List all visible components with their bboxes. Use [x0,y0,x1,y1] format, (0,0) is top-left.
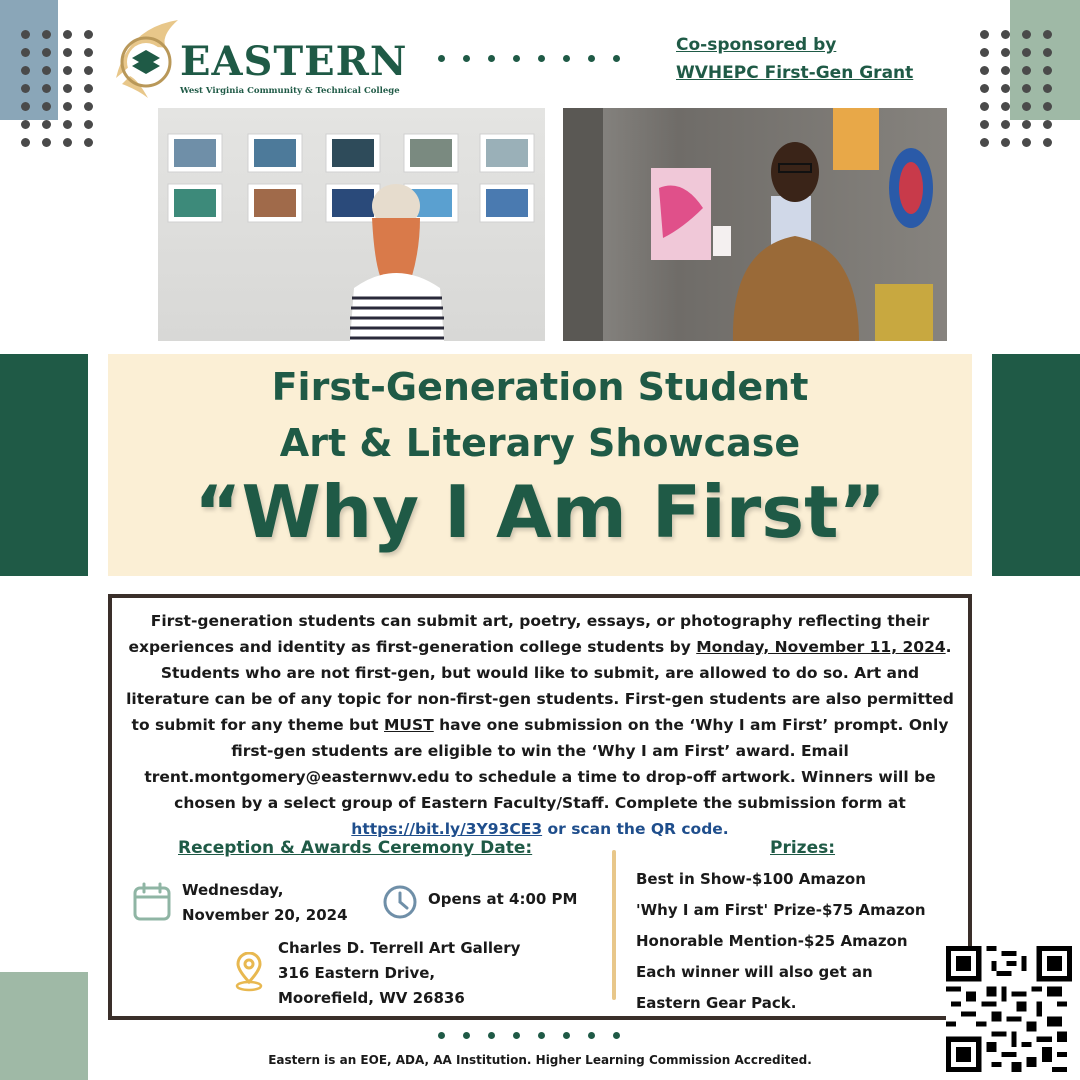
gallery-photo-man [563,108,947,341]
eagle-logo-icon [108,18,186,98]
desc-part-1: First-generation students can submit art, poetry, essays, or photography reflecting their experiences and identity as first-generation college students by [128,612,930,656]
title-line-2: Art & Literary Showcase [279,421,801,465]
prize-item: Each winner will also get an [636,963,873,981]
desc-part-4: or scan the QR code. [542,820,729,838]
ceremony-day: Wednesday, [182,881,284,899]
decor-dot-row-bottom [438,1032,620,1039]
title-line-1: First-Generation Student [271,365,809,409]
deadline-date: Monday, November 11, 2024 [696,638,946,656]
logo-subtitle: West Virginia Community & Technical College [180,86,400,96]
ceremony-date [182,878,348,928]
logo-wordmark: EASTERN [180,38,408,85]
decor-block-green-left [0,354,88,576]
gallery-photo-woman [158,108,545,341]
eastern-logo [108,18,408,98]
event-info-box [108,594,972,1020]
cosponsor-line-2: WVHEPC First-Gen Grant [676,63,914,83]
showcase-title-band [108,354,972,576]
prize-item: Best in Show-$100 Amazon [636,870,866,888]
reception-heading: Reception & Awards Ceremony Date: [178,838,533,858]
venue-address [278,936,520,1011]
venue-city: Moorefield, WV 26836 [278,989,465,1007]
desc-part-3: have one submission on the ‘Why I am First’ prompt. Only first-gen students are eligible to win the ‘Why I am First’ award. Email trent.montgomery@easternwv.edu to schedule a time to drop-off artwork. Winners will be chosen by a select group of Eastern Faculty/Staff. Complete the submission form at [144,716,949,812]
desc-part-2: . Students who are not first-gen, but would like to submit, are allowed to do so. Art and literature can be of any topic for non-first-gen students. First-gen students are also permitted to submit for any theme but [126,638,954,734]
prizes-list [636,864,926,1019]
prize-item: Eastern Gear Pack. [636,994,797,1012]
decor-dot-grid-right [980,30,1055,147]
prize-item: 'Why I am First' Prize-$75 Amazon [636,901,926,919]
title-why-i-am-first: “Why I Am First” [194,470,886,554]
decor-dot-row-top [438,55,620,62]
venue-street: 316 Eastern Drive, [278,964,436,982]
ceremony-time: Opens at 4:00 PM [428,890,578,908]
prize-item: Honorable Mention-$25 Amazon [636,932,908,950]
calendar-icon [132,882,172,922]
ceremony-full-date: November 20, 2024 [182,906,348,924]
location-pin-icon [234,952,264,992]
cosponsor-line-1: Co-sponsored by [676,35,837,55]
prizes-heading: Prizes: [770,838,836,858]
must-emphasis: MUST [384,716,434,734]
clock-icon [382,884,418,920]
submission-form-link[interactable]: https://bit.ly/3Y93CE3 [351,820,543,838]
divider-line [612,850,616,1000]
decor-block-green-right [992,354,1080,576]
footer-accreditation: Eastern is an EOE, ADA, AA Institution. Higher Learning Commission Accredited. [268,1053,812,1067]
submission-description [126,608,954,842]
cosponsor-text [676,31,913,87]
decor-dot-grid-left [21,30,96,147]
venue-name: Charles D. Terrell Art Gallery [278,939,521,957]
